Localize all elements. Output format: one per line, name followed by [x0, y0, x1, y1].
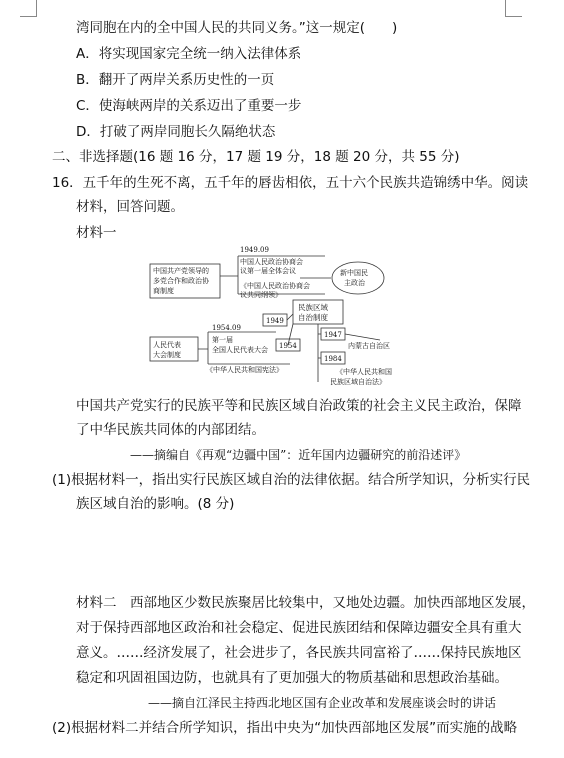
political-system-diagram	[140, 242, 410, 392]
cppcc-meeting-line1: 中国人民政治协商会	[240, 258, 303, 266]
regional-autonomy-line1: 民族区域	[298, 303, 328, 312]
common-program-line2: 议共同纲领》	[240, 291, 282, 299]
autonomy-law-line1: 《中华人民共和国	[336, 368, 392, 376]
autonomy-law-line2: 民族区域自治法》	[330, 378, 386, 386]
npc-system-line1: 人民代表	[153, 341, 181, 349]
material1-source: ——摘编自《再观“边疆中国”：近年国内边疆研究的前沿述评》	[130, 448, 467, 462]
cppcc-system-line3: 商制度	[153, 287, 174, 295]
tag-1984: 1984	[324, 355, 342, 363]
y1949-date: 1949.09	[240, 246, 269, 254]
cppcc-system-line2: 多党合作和政治协	[153, 277, 209, 285]
ellipse-new-democracy	[332, 262, 384, 294]
new-democracy-line1: 新中国民	[340, 269, 368, 277]
new-democracy-line2: 主政治	[344, 279, 365, 287]
regional-autonomy-line2: 自治制度	[298, 313, 328, 322]
tag-1947: 1947	[324, 331, 342, 339]
material1-label: 材料一	[76, 225, 117, 241]
material1-text-line2: 了中华民族共同体的内部团结。	[76, 422, 265, 438]
inner-mongolia: 内蒙古自治区	[348, 342, 390, 350]
npc-meeting-line2: 全国人民代表大会	[212, 346, 268, 354]
tag-1949: 1949	[266, 317, 284, 325]
y1954-date: 1954.09	[212, 324, 241, 332]
section-heading: 二、非选择题(16 题 16 分，17 题 19 分，18 题 20 分，共 55 分)	[52, 149, 460, 165]
common-program-line1: 《中国人民政治协商会	[240, 282, 310, 290]
material1-text-line1: 中国共产党实行的民族平等和民族区域自治政策的社会主义民主政治，保障	[76, 398, 522, 414]
crop-mark-top-left	[20, 0, 37, 17]
tag-1954: 1954	[279, 342, 297, 350]
material2-line1: 材料二 西部地区少数民族聚居比较集中，又地处边疆。加快西部地区发展，	[76, 595, 535, 611]
q15-option-d: D．打破了两岸同胞长久隔绝状态	[76, 124, 276, 140]
sub-question1-line1: (1)根据材料一，指出实行民族区域自治的法律依据。结合所学知识，分析实行民	[52, 472, 531, 488]
sub-question2-line1: (2)根据材料二并结合所学知识，指出中央为“加快西部地区发展”而实施的战略	[52, 720, 518, 736]
q16-stem-line2: 材料，回答问题。	[76, 199, 184, 215]
sub-question1-line2: 族区域自治的影响。(8 分)	[76, 496, 235, 512]
q16-stem-line1: 16．五千年的生死不离，五千年的唇齿相依，五十六个民族共造锦绣中华。阅读	[52, 175, 529, 191]
q15-option-c: C．使海峡两岸的关系迈出了重要一步	[76, 98, 302, 114]
npc-system-line2: 大会制度	[153, 351, 181, 359]
material2-line4: 稳定和巩固祖国边防，也就具有了更加强大的物质基础和思想政治基础。	[76, 670, 508, 686]
cppcc-meeting-line2: 议第一届全体会议	[240, 267, 296, 275]
q15-option-b: B．翻开了两岸关系历史性的一页	[76, 72, 275, 88]
npc-meeting-line1: 第一届	[212, 336, 233, 344]
q15-option-a: A．将实现国家完全统一纳入法律体系	[76, 46, 302, 62]
constitution-label: 《中华人民共和国宪法》	[206, 366, 283, 374]
cppcc-system-line1: 中国共产党领导的	[153, 267, 209, 275]
crop-mark-top-right	[505, 0, 522, 17]
material2-line2: 对于保持西部地区政治和社会稳定、促进民族团结和保障边疆安全具有重大	[76, 620, 522, 636]
material2-line3: 意义。……经济发展了，社会进步了，各民族共同富裕了……保持民族地区	[76, 645, 522, 661]
q15-stem-end: 湾同胞在内的全中国人民的共同义务。”这一规定( )	[76, 20, 398, 36]
material2-source: ——摘自江泽民主持西北地区国有企业改革和发展座谈会时的讲话	[148, 696, 497, 710]
